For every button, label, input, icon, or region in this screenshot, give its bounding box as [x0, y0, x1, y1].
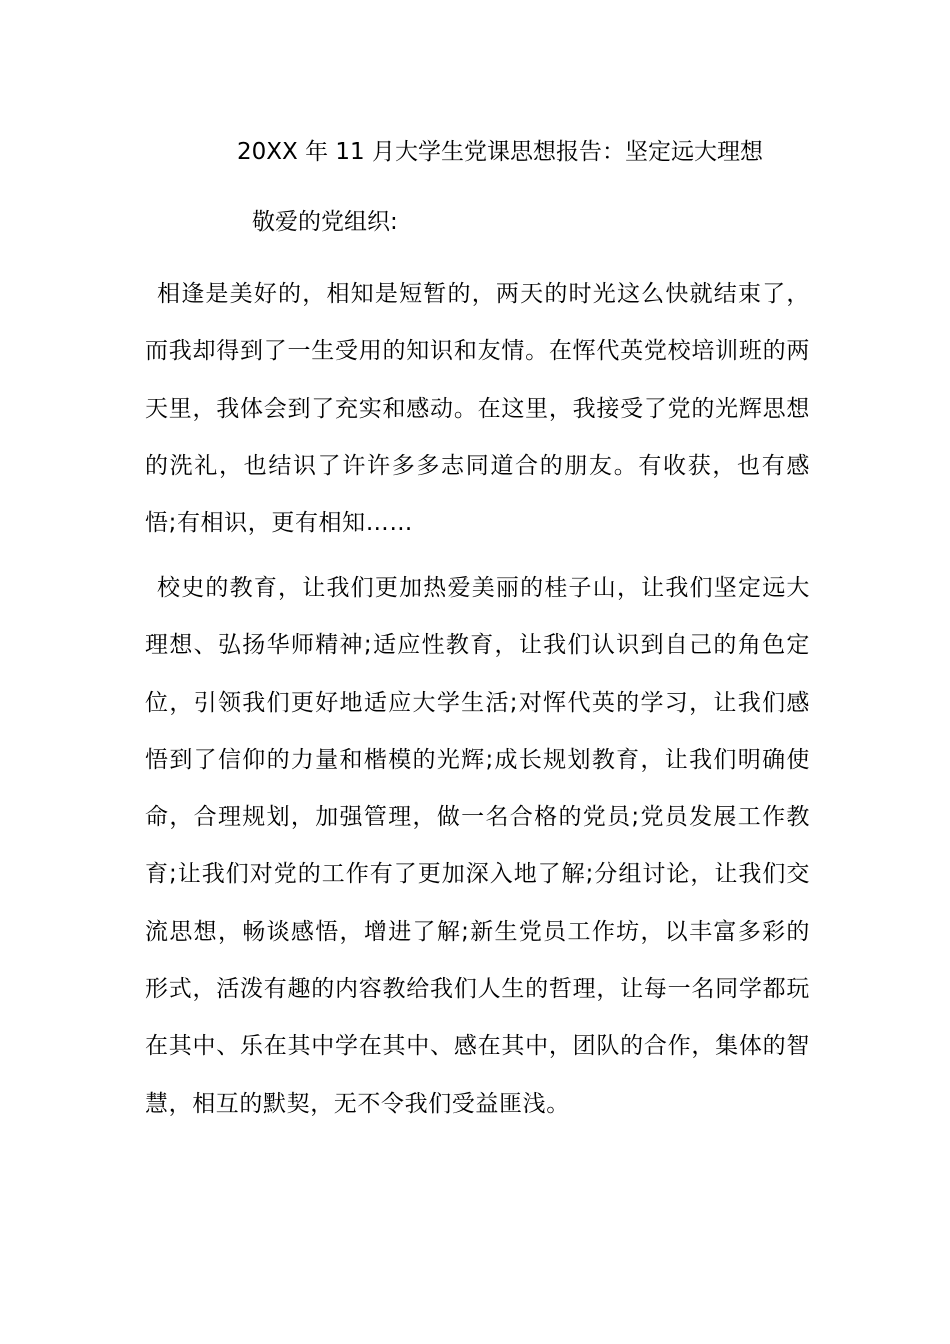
salutation: 敬爱的党组织: — [252, 209, 398, 235]
paragraph-1: 相逢是美好的，相知是短暂的，两天的时光这么快就结束了，而我却得到了一生受用的知识和友情。在恽代英党校培训班的两天里，我体会到了充实和感动。在这里，我接受了党的光辉思想的洗礼，也结识了许许多多志同道合的朋友。有收获，也有感悟;有相识，更有相知…… — [145, 281, 810, 537]
document-title: 20XX 年 11 月大学生党课思想报告：坚定远大理想 — [237, 139, 763, 165]
paragraph-2: 校史的教育，让我们更加热爱美丽的桂子山，让我们坚定远大理想、弘扬华师精神;适应性教育，让我们认识到自己的角色定位，引领我们更好地适应大学生活;对恽代英的学习，让我们感悟到了信仰的力量和楷模的光辉;成长规划教育，让我们明确使命，合理规划，加强管理，做一名合格的党员;党员发展工作教育;让我们对党的工作有了更加深入地了解;分组讨论，让我们交流思想，畅谈感悟，增进了解;新生党员工作坊，以丰富多彩的形式，活泼有趣的内容教给我们人生的哲理，让每一名同学都玩在其中、乐在其中学在其中、感在其中，团队的合作，集体的智慧，相互的默契，无不令我们受益匪浅。 — [145, 575, 810, 1117]
